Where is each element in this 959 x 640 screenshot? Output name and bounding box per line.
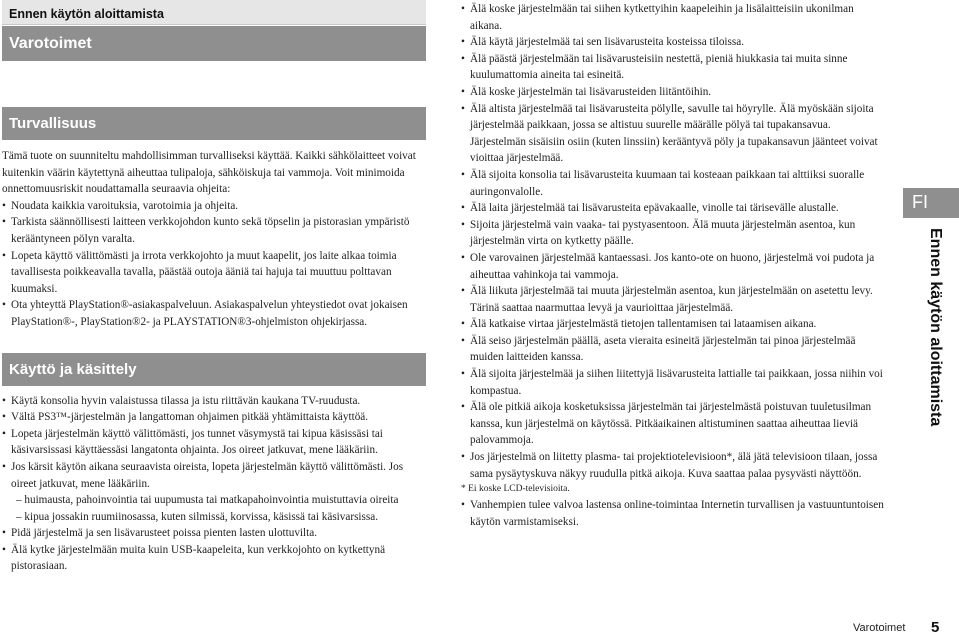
list-item: • Älä altista järjestelmää tai lisävarusteita pölylle, savulle tai höyrylle. Älä myöskään sijoita järjestelmää paikkaan, jossa se altistuu suurelle määrälle pölyä tai tupakansavua. Järjestelmän sisäisiin osiin (kuten linssiin) kerääntyvä pöly ja tupakansavun jäänteet voivat vioittaa järjestelmää. <box>461 101 886 167</box>
page-title: Varotoimet <box>2 26 426 61</box>
list-item: • Älä ole pitkiä aikoja kosketuksissa järjestelmän tai järjestelmästä poistuvan tuuletusilman kanssa, kun järjestelmä on käytössä. Pitkäaikainen altistuminen saattaa aiheuttaa lieviä palovammoja. <box>461 399 886 449</box>
safety-intro: Tämä tuote on suunniteltu mahdollisimman turvalliseksi käyttää. Kaikki sähkölaitteet voivat kuitenkin väärin käytettynä aiheuttaa tulipaloja, sähköiskuja tai vammoja. Voit minimoida onnettomuusriskit noudattamalla seuraavia ohjeita: <box>2 150 416 196</box>
list-item: • Älä sijoita järjestelmää ja siihen liitettyjä lisävarusteita lattialle tai paikkaan, jossa niihin voi kompastua. <box>461 366 886 399</box>
precautions-list-continued <box>461 497 886 530</box>
side-chapter-label: Ennen käytön aloittamista <box>927 228 944 427</box>
list-item: • Älä päästä järjestelmään tai lisävarusteisiin nestettä, pieniä hiukkasia tai muita sinne kuulumattomia aineita tai esineitä. <box>461 51 886 84</box>
chapter-header: Ennen käytön aloittamista <box>2 0 426 25</box>
left-column <box>2 0 426 575</box>
usage-list <box>2 393 426 493</box>
list-item: • Tarkista säännöllisesti laitteen verkkojohdon kunto sekä töpselin ja pistorasian ympäristö kerääntyneen pölyn varalta. <box>2 214 426 247</box>
right-column <box>461 1 886 530</box>
safety-list <box>2 198 426 331</box>
list-item: • Älä sijoita konsolia tai lisävarusteita kuumaan tai kosteaan paikkaan tai alttiiksi suoralle auringonvalolle. <box>461 167 886 200</box>
dash-item: – huimausta, pahoinvointia tai uupumusta tai matkapahoinvointia muistuttavia oireita <box>16 494 399 507</box>
list-item: • Älä koske järjestelmän tai lisävarusteiden liitäntöihin. <box>461 84 886 101</box>
list-item: • Älä käytä järjestelmää tai sen lisävarusteita kosteissa tiloissa. <box>461 34 886 51</box>
list-item: • Noudata kaikkia varoituksia, varotoimia ja ohjeita. <box>2 198 426 215</box>
footer-section-label: Varotoimet <box>853 622 906 634</box>
list-item: • Sijoita järjestelmä vain vaaka- tai pystyasentoon. Älä muuta järjestelmän asentoa, kun järjestelmän virta on kytketty päälle. <box>461 217 886 250</box>
list-item: • Lopeta järjestelmän käyttö välittömästi, jos tunnet väsymystä tai kipua käsissäsi tai käsivarsissasi käyttäessäsi langatonta ohjainta. Jos oireet jatkuvat, mene lääkäriin. <box>2 426 426 459</box>
list-item: • Ota yhteyttä PlayStation®-asiakaspalveluun. Asiakaspalvelun yhteystiedot ovat jokaisen PlayStation®-, PlayStation®2- ja PLAYSTATION®3-ohjelmiston ohjekirjassa. <box>2 297 426 330</box>
dash-item: – kipua jossakin ruumiinosassa, kuten silmissä, korvissa, käsissä tai käsivarsissa. <box>16 510 379 523</box>
usage-list-continued <box>2 525 426 575</box>
list-item: • Jos järjestelmä on liitetty plasma- tai projektiotelevisioon*, älä jätä televisioon tilaan, jossa sama pysäytyskuva näkyy ruudulla pitkä aikoja. Kuva saattaa palaa pysyvästi näyttöön. <box>461 449 886 482</box>
list-item: • Älä laita järjestelmää tai lisävarusteita epävakaalle, vinolle tai tärisevälle alustalle. <box>461 200 886 217</box>
spacer <box>2 61 426 107</box>
list-item: • Lopeta käyttö välittömästi ja irrota verkkojohto ja muut kaapelit, jos laite alkaa toimia tavallisesta poikkeavalla tavalla, päästää outoja ääniä tai hajuja tai muuttuu polttavan kuumaksi. <box>2 248 426 298</box>
list-item: • Käytä konsolia hyvin valaistussa tilassa ja istu riittävän kaukana TV-ruudusta. <box>2 393 426 410</box>
section-heading-usage: Käyttö ja käsittely <box>2 353 426 386</box>
list-item: • Älä katkaise virtaa järjestelmästä tietojen tallentamisen tai lataamisen aikana. <box>461 316 886 333</box>
list-item: • Älä liikuta järjestelmää tai muuta järjestelmän asentoa, kun järjestelmään on asetettu levy. Tärinä saattaa naarmuttaa levyä ja vaurioittaa järjestelmää. <box>461 283 886 316</box>
precautions-list <box>461 1 886 482</box>
list-item: • Vanhempien tulee valvoa lastensa online-toimintaa Internetin turvallisen ja vastuuntuntoisen käytön varmistamiseksi. <box>461 497 886 530</box>
list-item: • Pidä järjestelmä ja sen lisävarusteet poissa pienten lasten ulottuvilta. <box>2 525 426 542</box>
footnote: * Ei koske LCD-televisioita. <box>461 484 570 495</box>
list-item: • Ole varovainen järjestelmää kantaessasi. Jos kanto-ote on huono, järjestelmä voi pudota ja aiheuttaa vahinkoja tai vammoja. <box>461 250 886 283</box>
list-item: • Älä seiso järjestelmän päällä, aseta vieraita esineitä järjestelmän tai pinoa järjestelmää muiden laitteiden kanssa. <box>461 333 886 366</box>
list-item: • Vältä PS3™-järjestelmän ja langattoman ohjaimen pitkää yhtämittaista käyttöä. <box>2 409 426 426</box>
list-item: • Älä kytke järjestelmään muita kuin USB-kaapeleita, kun verkkojohto on kytkettynä pistorasiaan. <box>2 542 426 575</box>
list-item: • Jos kärsit käytön aikana seuraavista oireista, lopeta järjestelmän käyttö välittömästi. Jos oireet jatkuvat, mene lääkäriin. <box>2 459 426 492</box>
section-heading-safety: Turvallisuus <box>2 107 426 140</box>
list-item: • Älä koske järjestelmään tai siihen kytkettyihin kaapeleihin ja lisälaitteisiin ukonilman aikana. <box>461 1 886 34</box>
language-tab: FI <box>903 188 959 218</box>
page-number: 5 <box>931 619 940 636</box>
